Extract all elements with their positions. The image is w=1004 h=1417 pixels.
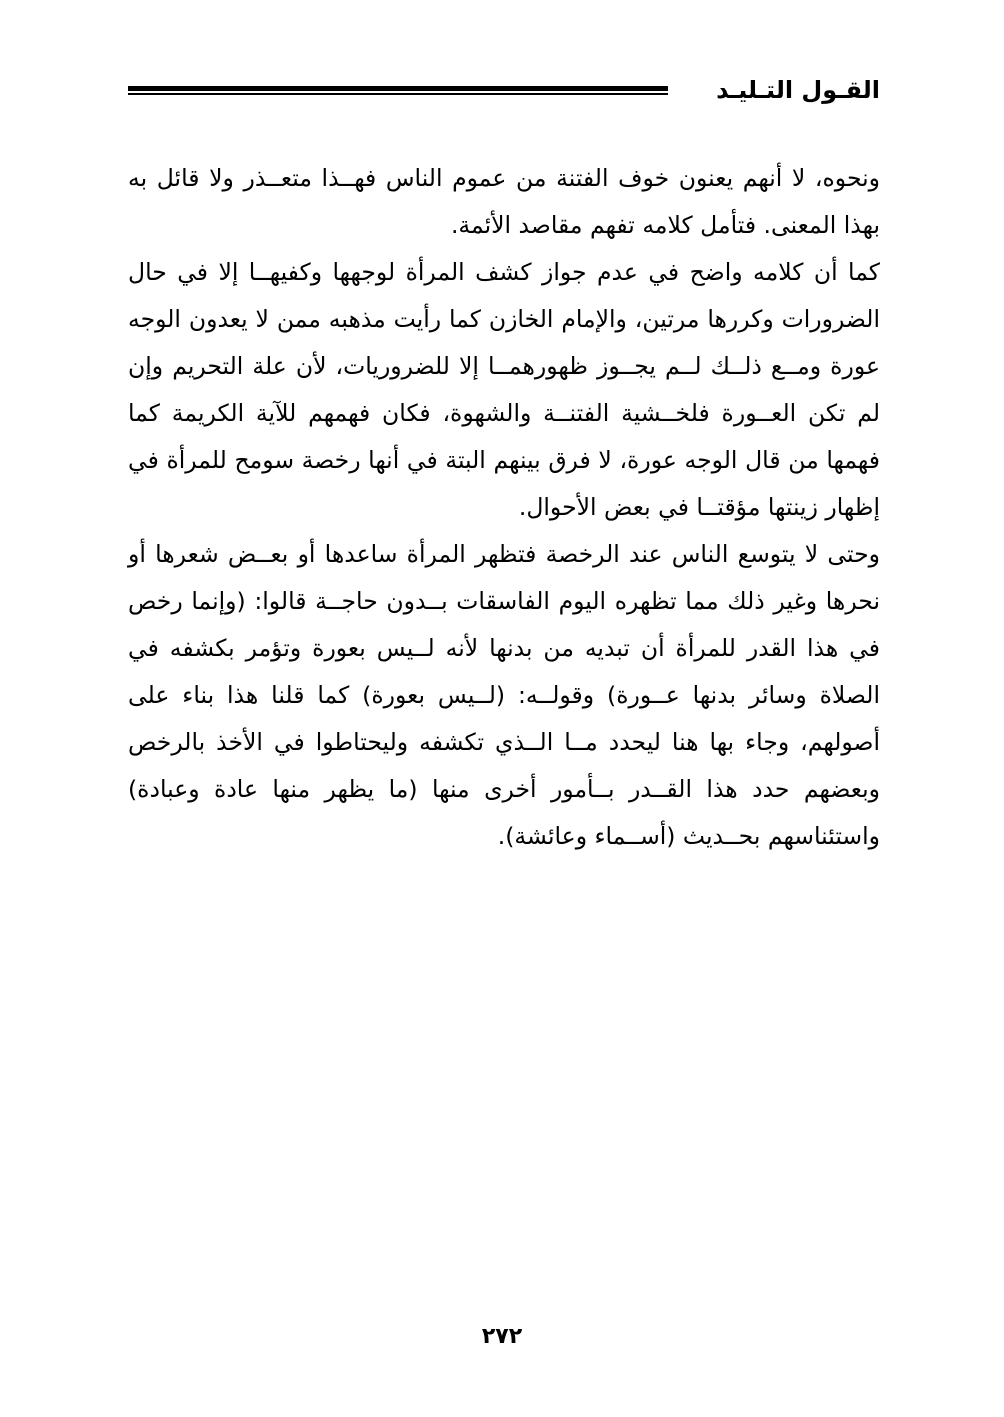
paragraph-1: ونحوه، لا أنهم يعنون خوف الفتنة من عموم الناس فهــذا متعــذر ولا قائل به بهذا المعنى. فتأمل كلامه تفهم مقاصد الأئمة. [128,164,880,239]
page-number: ٢٧٢ [481,1324,523,1349]
paragraph-3: وحتى لا يتوسع الناس عند الرخصة فتظهر المرأة ساعدها أو بعــض شعرها أو نحرها وغير ذلك مما تظهره اليوم الفاسقات بــدون حاجــة قالوا: (وإنما رخص في هذا القدر للمرأة أن تبديه من بدنها لأنه لــيس بعورة وتؤمر بكشفه في الصلاة وسائر بدنها عــورة) وقولــه: (لــيس بعورة) كما قلنا هذا بناء على أصولهم، وجاء بها هنا ليحدد مــا الــذي تكشفه وليحتاطوا في الأخذ بالرخص وبعضهم حدد هذا القــدر بــأمور أخرى منها (ما يظهر منها عادة وعبادة) واستئناسهم بحــديث (أســماء وعائشة). [128,540,880,850]
body-text [128,155,880,860]
running-title: القـول التـليـد [716,76,880,104]
page-header [128,70,880,110]
header-rule [128,86,668,95]
paragraph-2: كما أن كلامه واضح في عدم جواز كشف المرأة لوجهها وكفيهــا إلا في حال الضرورات وكررها مرتين، والإمام الخازن كما رأيت مذهبه ممن لا يعدون الوجه عورة ومــع ذلــك لــم يجــوز ظهورهمــا إلا للضروريات، لأن علة التحريم وإن لم تكن العــورة فلخــشية الفتنــة والشهوة، فكان فهمهم للآية الكريمة كما فهمها من قال الوجه عورة، لا فرق بينهم البتة في أنها رخصة سومح للمرأة في إظهار زينتها مؤقتــا في بعض الأحوال. [128,258,880,521]
